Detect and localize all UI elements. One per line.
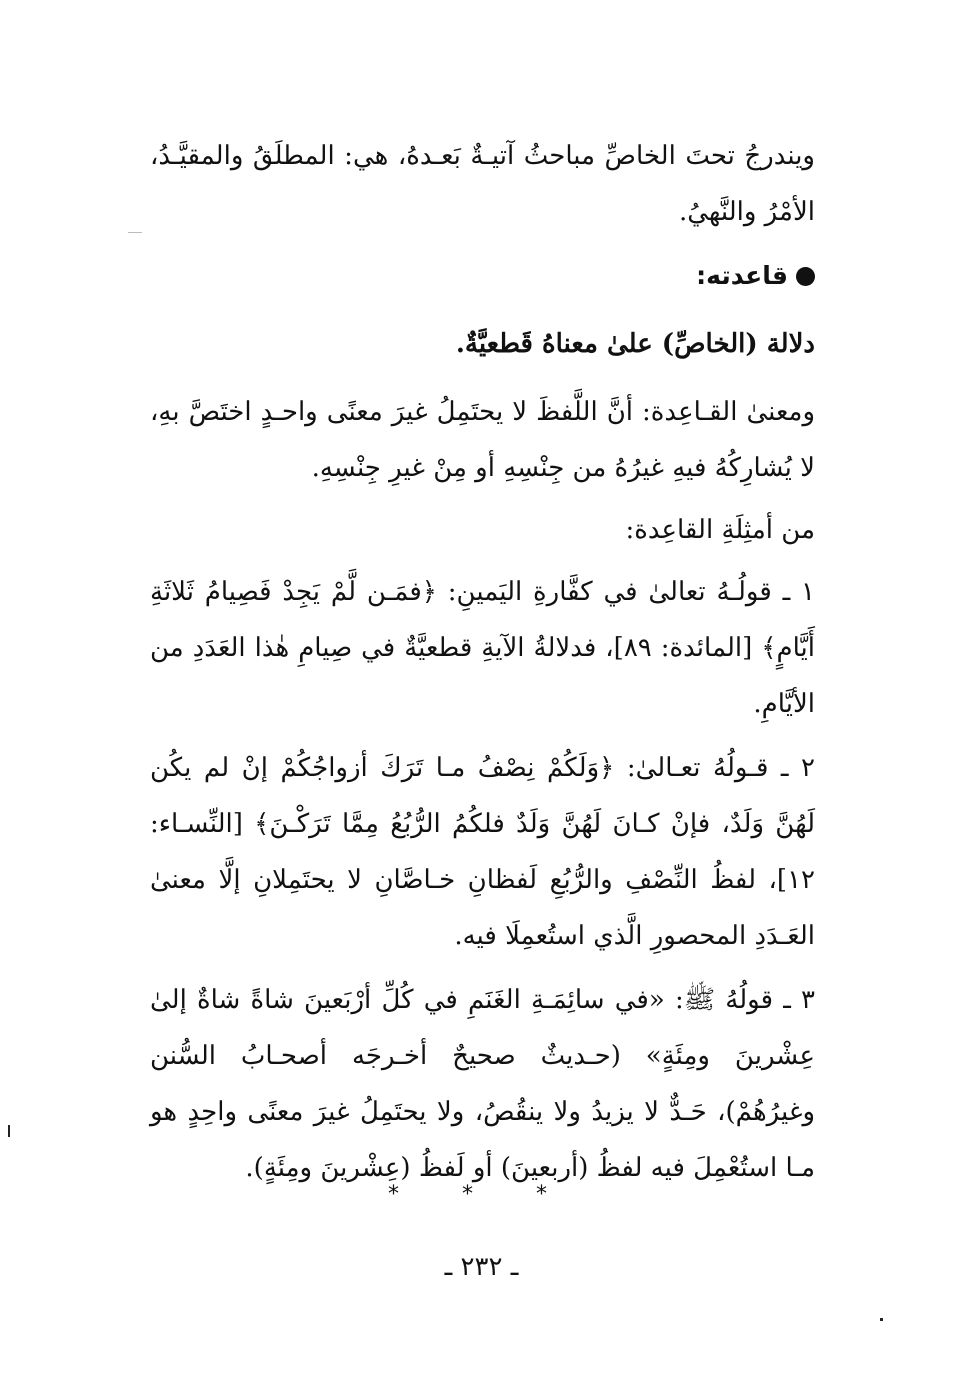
page-number: ـ ٢٣٢ ـ: [444, 1252, 519, 1282]
examples-intro: من أمثِلَةِ القاعِدة:: [625, 515, 815, 545]
bullet-icon: [796, 267, 815, 286]
meaning-paragraph: ومعنىٰ القـاعِدة: أنَّ اللَّفظَ لا يحتَمِلُ غيرَ معنًى واحـدٍ اختَصَّ بهِ، لا يُشارِكُهُ فيهِ غيرُهُ من جِنْسِهِ أو مِنْ غيرِ جِنْسِهِ.: [150, 397, 815, 483]
scan-mark: [880, 1318, 883, 1321]
page-body: [150, 128, 815, 1204]
example-item: ١ ـ قولُـهُ تعالىٰ في كفَّارةِ اليَمينِ: ﴿فمَـن لَّمْ يَجِدْ فَصِيامُ ثَلاثَةِ أَيَّامٍ﴾ [المائدة: ٨٩]، فدلالةُ الآيةِ قطعيَّةٌ في صِيامِ هٰذا العَدَدِ من الأيَّامِ.: [150, 577, 815, 719]
intro-paragraph: ويندرجُ تحتَ الخاصِّ مباحثُ آتيـةٌ بَعـدهُ، هي: المطلَقُ والمقيَّـدُ، الأمْرُ والنَّهيُ.: [150, 141, 815, 227]
scan-mark: [8, 1125, 10, 1137]
example-item: ٢ ـ قـولُهُ تعـالىٰ: ﴿وَلَكُمْ نِصْفُ مـا تَرَكَ أزواجُكُمْ إنْ لم يكُن لَهُنَّ وَلَدٌ، فإنْ كـانَ لَهُنَّ وَلَدٌ فلكُمُ الرُّبُعُ مِمَّا تَرَكْـنَ﴾ [النِّسـاء: ١٢]، لفظُ النِّصْفِ والرُّبُعِ لَفظانِ خـاصَّانِ لا يحتَمِلانِ إلَّا معنىٰ العَـدَدِ المحصورِ الَّذي استُعمِلَا فيه.: [150, 753, 815, 951]
section-heading-label: قاعدته:: [696, 261, 788, 290]
rule-statement: دلالة (الخاصِّ) علىٰ معناهُ قَطعيَّةٌ.: [455, 329, 815, 359]
section-heading: [150, 248, 815, 304]
scan-mark: [128, 232, 142, 233]
section-separator: * * *: [388, 1182, 575, 1207]
example-item: ٣ ـ قولُهُ ﷺ: «في سائِمَـةِ الغَنَمِ في كُلِّ أرْبَعينَ شاةً شاةٌ إلىٰ عِشْرينَ ومِئَةٍ» (حـديثٌ صحيحٌ أخـرجَه أصحـابُ السُّنن وغيرُهُمْ)، حَـدٌّ لا يزيدُ ولا ينقُصُ، ولا يحتَمِلُ غيرَ معنًى واحِدٍ هو مـا استُعْمِلَ فيه لفظُ (أربعينَ) أو لَفظُ (عِشْرينَ ومِئَةٍ).: [150, 985, 815, 1183]
